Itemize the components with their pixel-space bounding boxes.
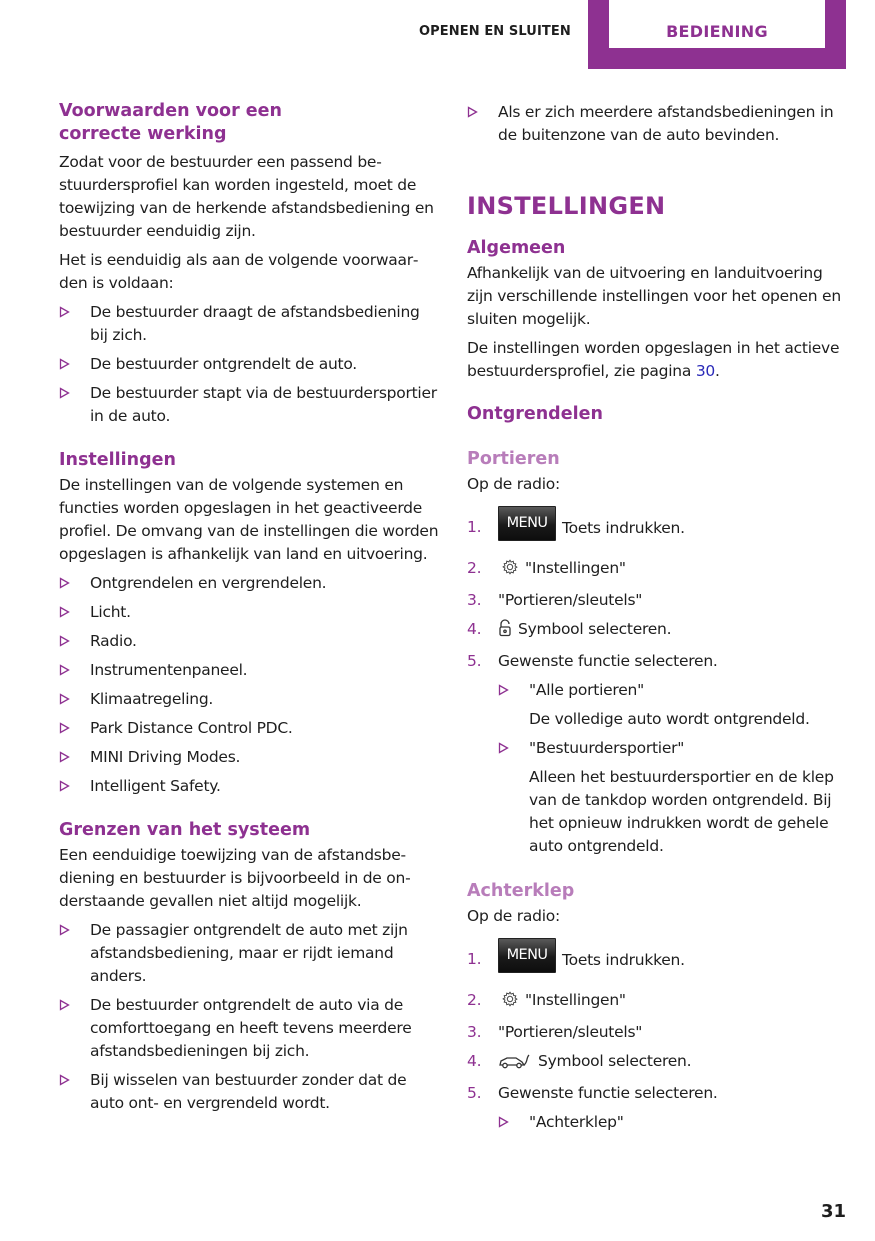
menu-button-icon: MENU <box>498 506 556 541</box>
option-item: "Bestuurdersportier" Alleen het bestuurdersportier en de klep van de tankdop worden ontgrendeld. Bij het opnieuw indrukken wordt de gehele auto ontgrendeld. <box>498 737 847 858</box>
chapter-tab <box>588 0 846 69</box>
heading-achterklep: Achterklep <box>467 881 575 901</box>
list-item: Licht. <box>59 601 439 624</box>
car-tailgate-icon <box>498 1053 532 1076</box>
menu-button-icon: MENU <box>498 938 556 973</box>
gear-icon <box>501 558 519 583</box>
steps-portieren <box>467 516 847 858</box>
step-item: 4. Symbool selecteren. <box>467 1050 847 1076</box>
unlock-icon <box>498 619 512 644</box>
heading-instellingen: Instellingen <box>59 450 176 470</box>
sub-option-list <box>498 1111 847 1134</box>
list-item: De bestuurder ontgrendelt de auto via de comforttoegang en heeft tevens meerdere afstandsbedieningen bij zich. <box>59 994 439 1063</box>
list-item: Klimaatregeling. <box>59 688 439 711</box>
list-item: De bestuurder ontgrendelt de auto. <box>59 353 439 376</box>
list-item: Radio. <box>59 630 439 653</box>
section-title-instellingen: INSTELLINGEN <box>467 192 666 220</box>
bullet-list <box>59 919 439 1115</box>
option-description: De volledige auto wordt ontgrendeld. <box>529 710 810 728</box>
paragraph: Het is eenduidig als aan de volgende voorwaarden is voldaan: <box>59 251 419 292</box>
list-item: Ontgrendelen en vergrendelen. <box>59 572 439 595</box>
list-item: MINI Driving Modes. <box>59 746 439 769</box>
bullet-list <box>59 572 439 798</box>
list-item: De bestuurder draagt de afstandsbediening bij zich. <box>59 301 439 347</box>
chapter-tab-label: BEDIENING <box>666 22 768 41</box>
page-number: 31 <box>821 1201 847 1222</box>
right-column <box>467 100 847 1134</box>
step-item: 1. MENU Toets indrukken. <box>467 516 847 551</box>
bullet-list-continued <box>467 101 847 147</box>
heading-grenzen: Grenzen van het systeem <box>59 820 311 840</box>
step-item: 1. MENU Toets indrukken. <box>467 948 847 983</box>
list-item: Park Distance Control PDC. <box>59 717 439 740</box>
paragraph: Zodat voor de bestuurder een passend bestuurdersprofiel kan worden ingesteld, moet de toewijzing van de herkende afstandsbediening en bestuurder eenduidig zijn. <box>59 153 434 240</box>
page-reference-link[interactable]: 30 <box>695 362 716 380</box>
heading-ontgrendelen: Ontgrendelen <box>467 404 603 424</box>
step-item: 2. "Instellingen" <box>467 989 847 1015</box>
paragraph: Een eenduidige toewijzing van de afstandsbediening en bestuurder is bijvoorbeeld in de onderstaande gevallen niet altijd mogelijk. <box>59 846 411 910</box>
list-item: De passagier ontgrendelt de auto met zijn afstandsbediening, maar er rijdt iemand anders. <box>59 919 439 988</box>
paragraph: Op de radio: <box>467 907 560 925</box>
step-item: 3. "Portieren/sleutels" <box>467 591 643 609</box>
gear-icon <box>501 990 519 1015</box>
step-item: 4. Symbool selecteren. <box>467 618 847 644</box>
sub-option-list <box>498 679 847 858</box>
step-item: 2. "Instellingen" <box>467 557 847 583</box>
list-item: Bij wisselen van bestuurder zonder dat de auto ont- en vergrendeld wordt. <box>59 1069 439 1115</box>
list-item: Intelligent Safety. <box>59 775 439 798</box>
chapter-tab-inner <box>609 0 825 48</box>
list-item: Instrumentenpaneel. <box>59 659 439 682</box>
step-item: 5. Gewenste functie selecteren. "Achterklep" <box>467 1082 847 1134</box>
heading-portieren: Portieren <box>467 449 560 469</box>
step-item: 5. Gewenste functie selecteren. "Alle portieren" De volledige auto wordt ontgrendeld. "Bestuurdersportier" Alleen het bestuurdersportier en de klep van de tankdop worden ontgrendeld. Bij het opnieuw indrukken wordt de gehele auto ontgrendeld. <box>467 650 847 858</box>
paragraph: Afhankelijk van de uitvoering en landuitvoering zijn verschillende instellingen voor het openen en sluiten mogelijk. <box>467 264 841 328</box>
paragraph: Op de radio: <box>467 475 560 493</box>
left-column <box>59 100 439 1115</box>
paragraph: De instellingen worden opgeslagen in het actieve bestuurdersprofiel, zie pagina 30. <box>467 339 840 380</box>
steps-achterklep <box>467 948 847 1134</box>
option-description: Alleen het bestuurdersportier en de klep van de tankdop worden ontgrendeld. Bij het opnieuw indrukken wordt de gehele auto ontgrendeld. <box>529 768 834 855</box>
heading-algemeen: Algemeen <box>467 238 566 258</box>
option-item: "Alle portieren" De volledige auto wordt ontgrendeld. <box>498 679 847 731</box>
list-item: Als er zich meerdere afstandsbedieningen in de buitenzone van de auto bevinden. <box>467 101 847 147</box>
paragraph: De instellingen van de volgende systemen en functies worden opgeslagen in het geactiveerde profiel. De omvang van de instellingen die worden opgeslagen is afhankelijk van land en uitvoering. <box>59 476 439 563</box>
list-item: De bestuurder stapt via de bestuurdersportier in de auto. <box>59 382 439 428</box>
running-header-section: OPENEN EN SLUITEN <box>419 24 571 39</box>
heading-voorwaarden: Voorwaarden voor een correcte werking <box>59 101 282 144</box>
option-item: "Achterklep" <box>498 1111 847 1134</box>
bullet-list <box>59 301 439 428</box>
step-item: 3. "Portieren/sleutels" <box>467 1023 643 1041</box>
